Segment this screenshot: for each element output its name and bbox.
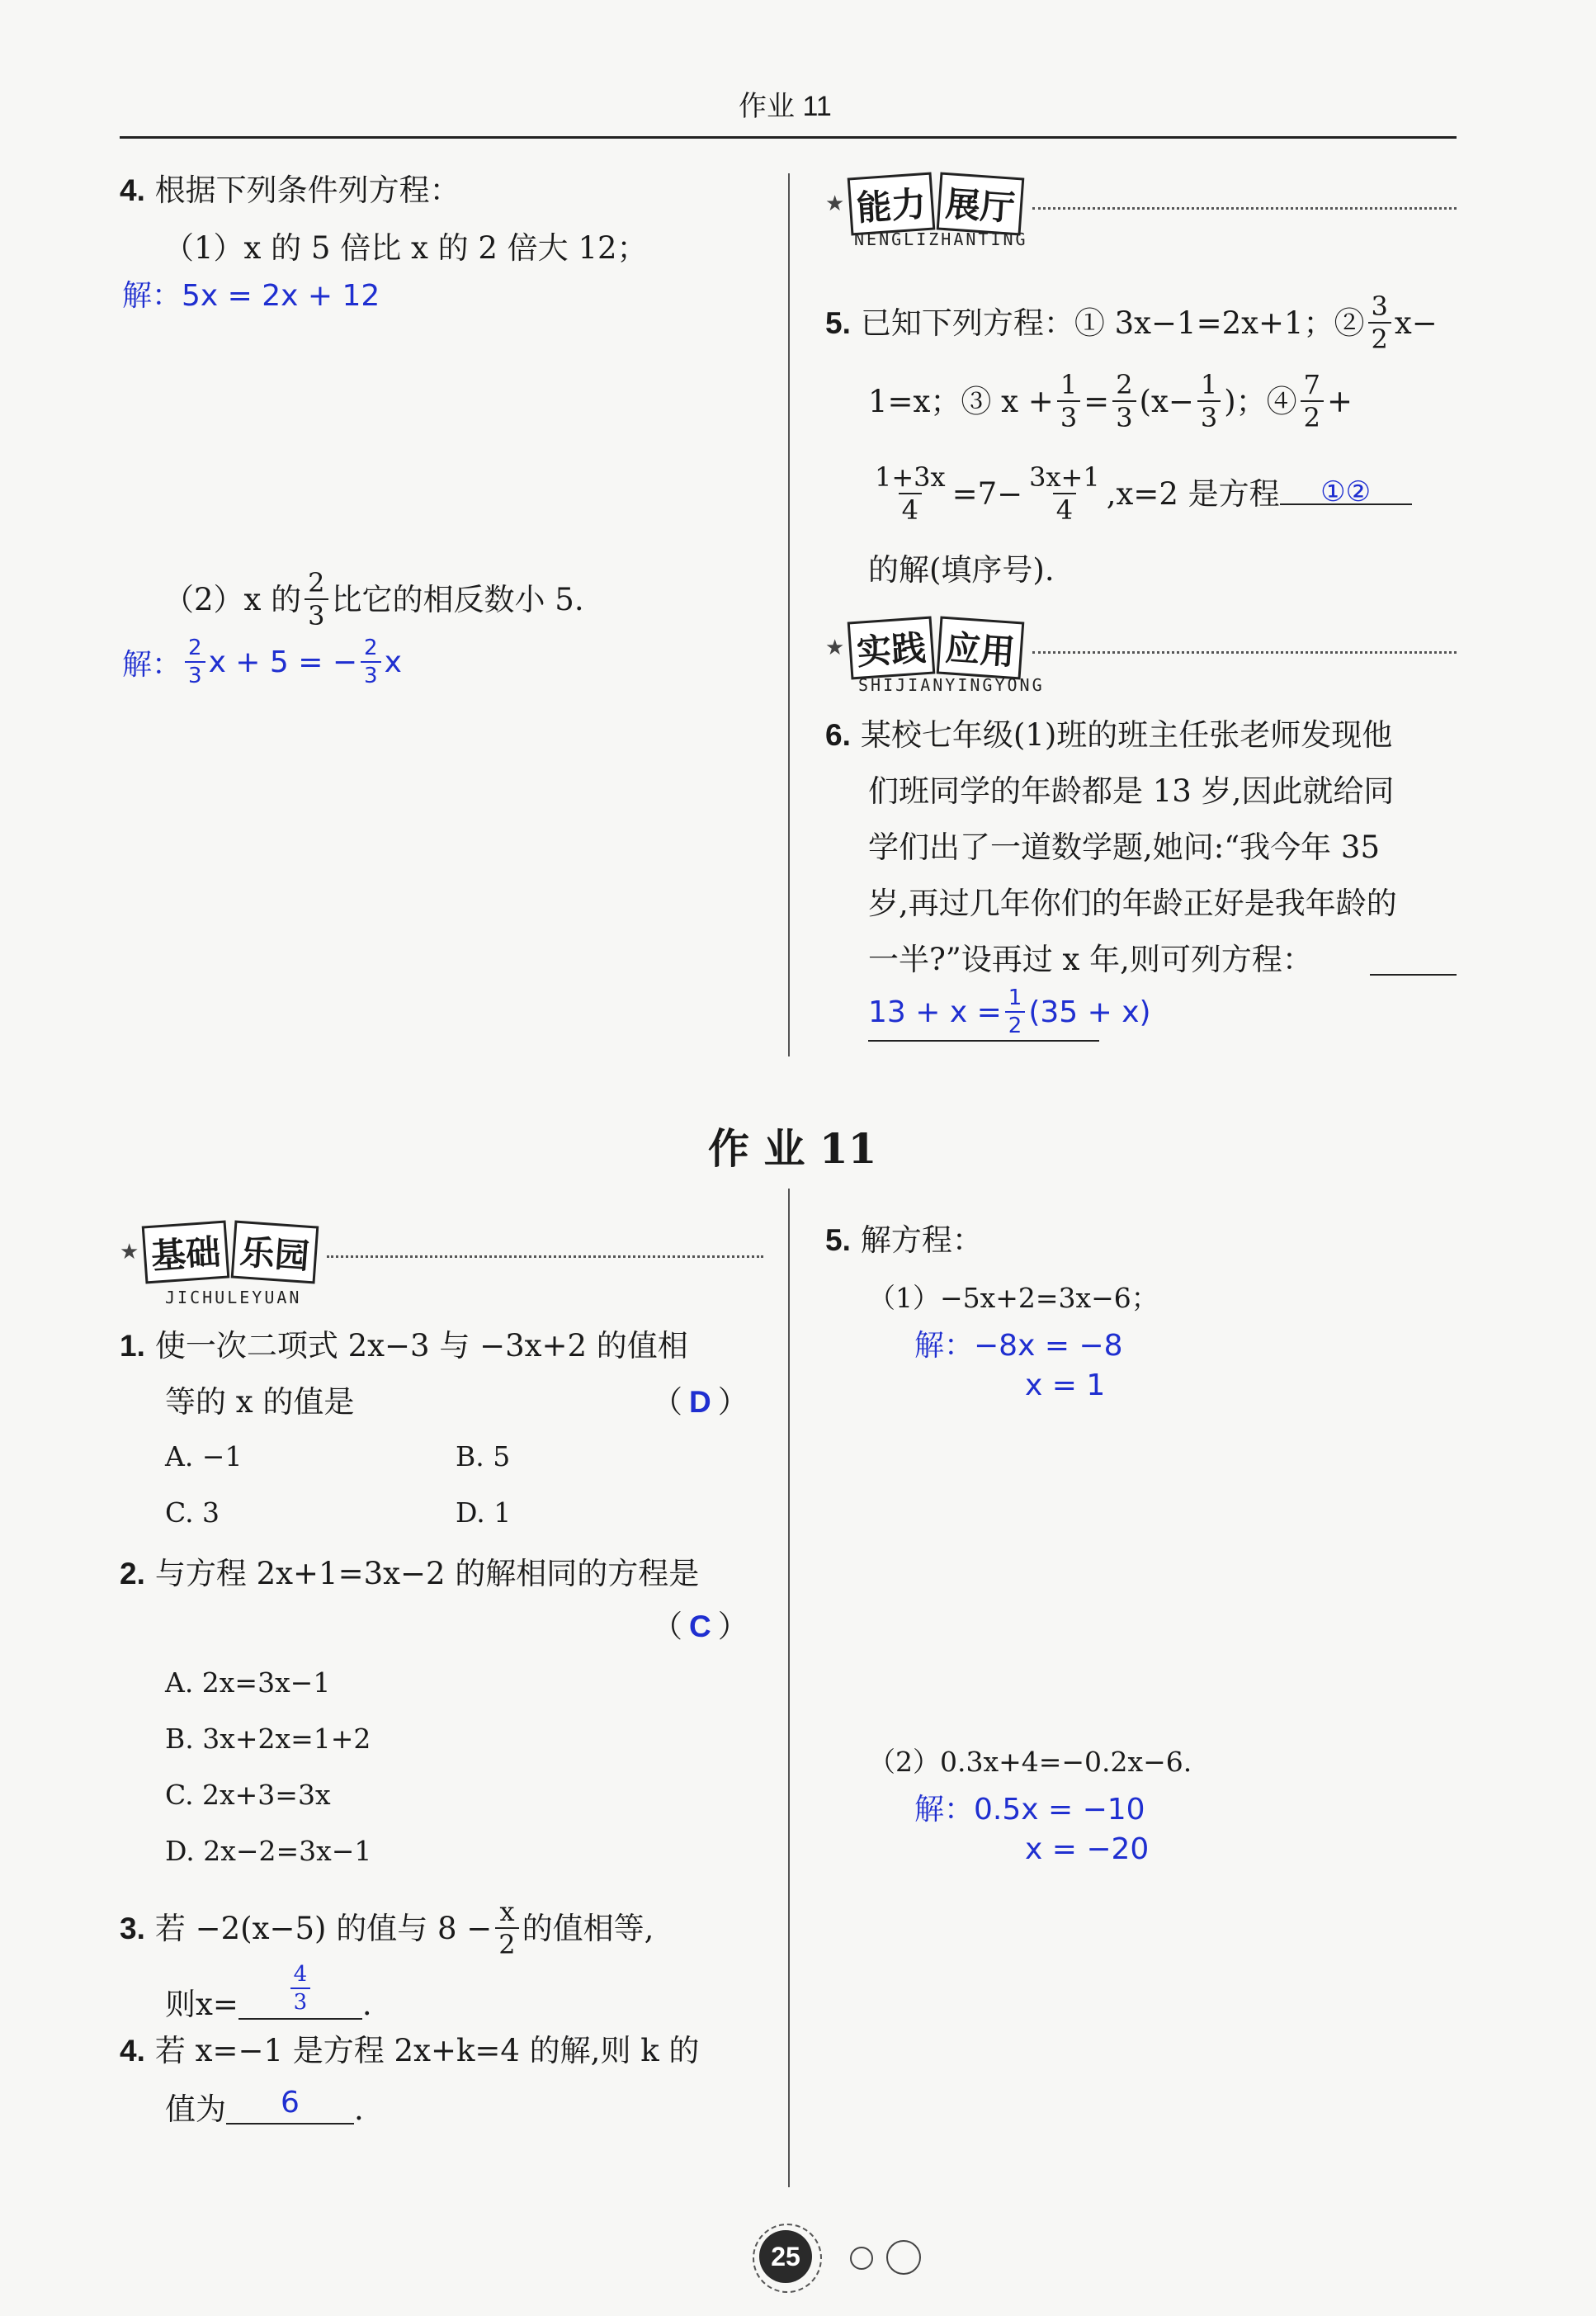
q5-part1-answer-line1: 解：−8x = −8 — [914, 1329, 1123, 1363]
q5-part2: （2）0.3x+4=−0.2x−6. — [868, 1746, 1192, 1778]
star-icon: ★ — [120, 1240, 139, 1264]
section-title: 作 业 11 — [708, 1124, 877, 1173]
header-rule — [120, 136, 1457, 139]
q4-line2: 值为 6 . — [165, 2086, 364, 2127]
q6-answer: 13 + x = $\frac{1}{2}$ (35 + x) — [868, 987, 1099, 1042]
q2-option-d: D. 2x−2=3x−1 — [165, 1835, 372, 1867]
q1-option-b: B. 5 — [456, 1440, 511, 1472]
banner-pinyin: SHIJIANYINGYONG — [858, 675, 1045, 695]
column-divider-top — [788, 173, 790, 1056]
question-1: 1. 使一次二项式 2x−3 与 −3x+2 的值相 — [120, 1328, 688, 1364]
q2-answer-paren: （ C ） — [652, 1609, 748, 1644]
question-3: 3. 若 −2(x−5) 的值与 8 − $\frac{x}{2}$ 的值相等, — [120, 1896, 654, 1960]
question-5-bottom: 5. 解方程： — [825, 1222, 983, 1258]
q5-part1: （1）−5x+2=3x−6； — [868, 1282, 1159, 1314]
q4-part1: （1）x 的 5 倍比 x 的 2 倍大 12； — [163, 230, 648, 266]
q4-part2-answer: 解： $\frac{2}{3}$ x + 5 = − $\frac{2}{3}$ x — [122, 636, 402, 688]
question-5-top-line4: 的解(填序号). — [868, 552, 1055, 588]
question-5-top-line2: 1=x；③ x + $\frac{1}{3}$ = $\frac{2}{3}$ (x− $\frac{1}{3}$ )；④ $\frac{7}{2}$ + — [868, 369, 1353, 433]
column-divider-bottom — [788, 1189, 790, 2187]
q5-part2-answer-line1: 解：0.5x = −10 — [914, 1793, 1145, 1827]
q5-part1-answer-line2: x = 1 — [1025, 1368, 1106, 1402]
banner-pinyin: NENGLIZHANTING — [854, 229, 1028, 249]
q4-answer: 6 — [281, 2086, 300, 2120]
question-5-top-line3: $\frac{1+3x}{4}$ =7− $\frac{3x+1}{4}$ ,x=2 是方程 ①② — [868, 464, 1412, 523]
q5-top-answer: ①② — [1320, 475, 1372, 508]
decor-circle-icon — [886, 2240, 921, 2275]
question-5-top-line1: 5. 已知下列方程：① 3x−1=2x+1；② $\frac{3}{2}$ x− — [825, 291, 1438, 355]
q1-option-d: D. 1 — [456, 1496, 512, 1529]
question-4-top: 4. 根据下列条件列方程： — [120, 173, 460, 208]
q3-line2: 则x= $\frac{4}{3}$ . — [165, 1962, 372, 2022]
decor-circle-icon — [850, 2247, 873, 2270]
star-icon: ★ — [825, 636, 845, 660]
question-6: 6. 某校七年级(1)班的班主任张老师发现他 — [825, 717, 1393, 753]
q4-part1-answer: 解：5x = 2x + 12 — [122, 279, 380, 313]
page-number: 25 — [759, 2230, 812, 2283]
q2-option-b: B. 3x+2x=1+2 — [165, 1723, 371, 1755]
star-icon: ★ — [825, 191, 845, 216]
q1-option-c: C. 3 — [165, 1496, 220, 1529]
q5-part2-answer-line2: x = −20 — [1025, 1832, 1150, 1866]
question-2: 2. 与方程 2x+1=3x−2 的解相同的方程是 — [120, 1556, 700, 1591]
question-4: 4. 若 x=−1 是方程 2x+k=4 的解,则 k 的 — [120, 2033, 700, 2068]
q1-answer-paren: （ D ） — [652, 1384, 748, 1420]
running-header: 作业 11 — [739, 91, 832, 122]
q3-answer: $\frac{4}{3}$ — [290, 1964, 311, 2013]
q4-part2: （2）x 的 $\frac{2}{3}$ 比它的相反数小 5. — [163, 567, 584, 631]
q1-option-a: A. −1 — [165, 1440, 243, 1472]
banner-jichu-leyuan: ★ 基础 乐园 — [120, 1223, 763, 1281]
q2-option-a: A. 2x=3x−1 — [165, 1666, 331, 1699]
q2-option-c: C. 2x+3=3x — [165, 1779, 331, 1811]
q1-line2: 等的 x 的值是 — [165, 1384, 355, 1420]
q6-line: 们班同学的年龄都是 13 岁,因此就给同 — [868, 773, 1395, 809]
banner-nengli-zhanting: ★ 能力 展厅 — [825, 175, 1457, 233]
q6-line: 一半?”设再过 x 年,则可列方程： — [868, 942, 1313, 977]
q6-line: 岁,再过几年你们的年龄正好是我年龄的 — [868, 886, 1397, 921]
q6-line: 学们出了一道数学题,她问:“我今年 35 — [868, 830, 1380, 865]
banner-pinyin: JICHULEYUAN — [165, 1288, 302, 1307]
banner-shijian-yingyong: ★ 实践 应用 — [825, 619, 1457, 677]
